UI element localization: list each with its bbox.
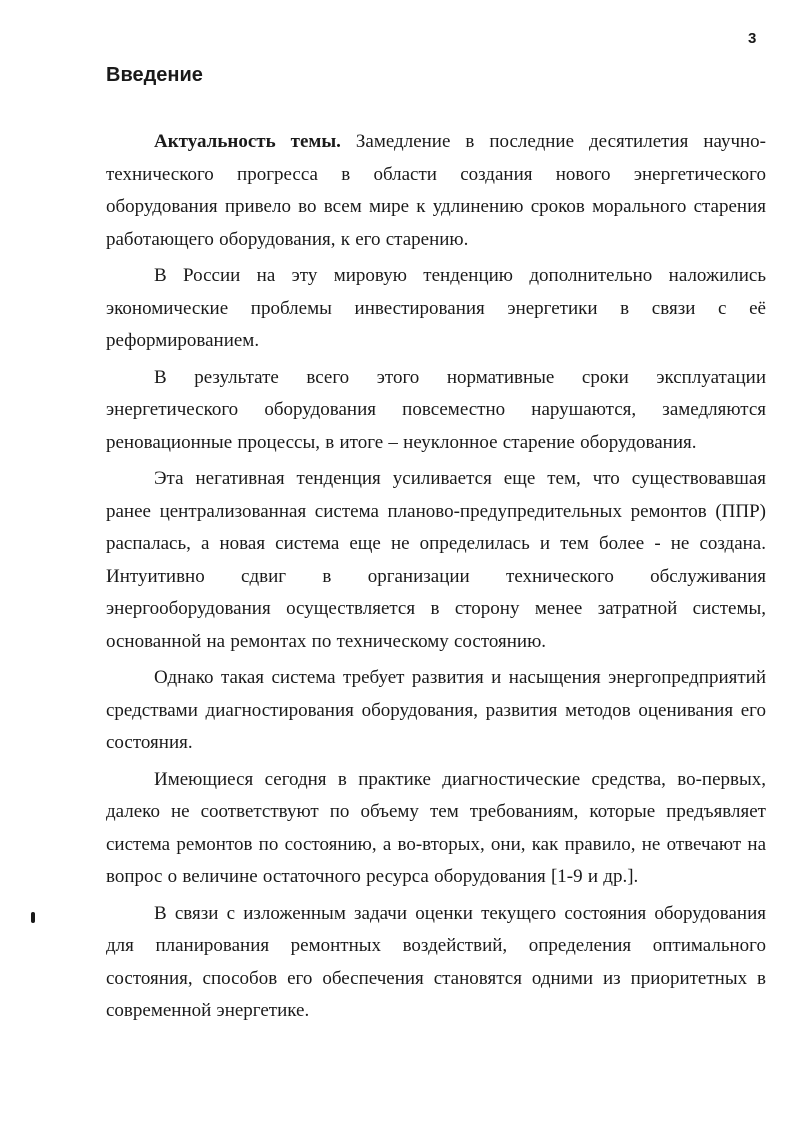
paragraph-text: Замедление в последние десятилетия научно-технического прогресса в области создания нового энергетического оборудования привело во всем мире к удлинению сроков морального старения работающего оборудования, к его старению. (106, 131, 767, 250)
paragraph: Однако такая система требует развития и насыщения энергопредприятий средствами диагностирования оборудования, развития методов оценивания его состояния. (106, 667, 766, 753)
page-title: Введение (106, 64, 203, 86)
paragraph: Имеющиеся сегодня в практике диагностические средства, во-первых, далеко не соответствуют по объему тем требованиям, которые предъявляет система ремонтов по состоянию, а во-вторых, они, как правило, не отвечают на вопрос о величине остаточного ресурса оборудования [1-9 и др.]. (106, 768, 766, 887)
paragraph-lead: Актуальность темы. (154, 131, 341, 152)
body-text (106, 126, 766, 1028)
scan-mark (31, 912, 35, 923)
page-number: 3 (748, 30, 757, 47)
paragraph: В связи с изложенным задачи оценки текущего состояния оборудования для планирования ремонтных воздействий, определения оптимального состояния, способов его обеспечения становятся одними из приоритетных в современной энергетике. (106, 902, 766, 1021)
paragraph: Эта негативная тенденция усиливается еще тем, что существовавшая ранее централизованная система планово-предупредительных ремонтов (ППР) распалась, а новая система еще не определилась и тем более - не создана. Интуитивно сдвиг в организации технического обслуживания энергооборудования осуществляется в сторону менее затратной системы, основанной на ремонтах по техническому состоянию. (106, 468, 766, 652)
paragraph-relevance (106, 126, 766, 256)
paragraph: В результате всего этого нормативные сроки эксплуатации энергетического оборудования повсеместно нарушаются, замедляются реновационные процессы, в итоге – неуклонное старение оборудования. (106, 366, 766, 453)
paragraph: В России на эту мировую тенденцию дополнительно наложились экономические проблемы инвестирования энергетики в связи с её реформированием. (106, 265, 766, 351)
